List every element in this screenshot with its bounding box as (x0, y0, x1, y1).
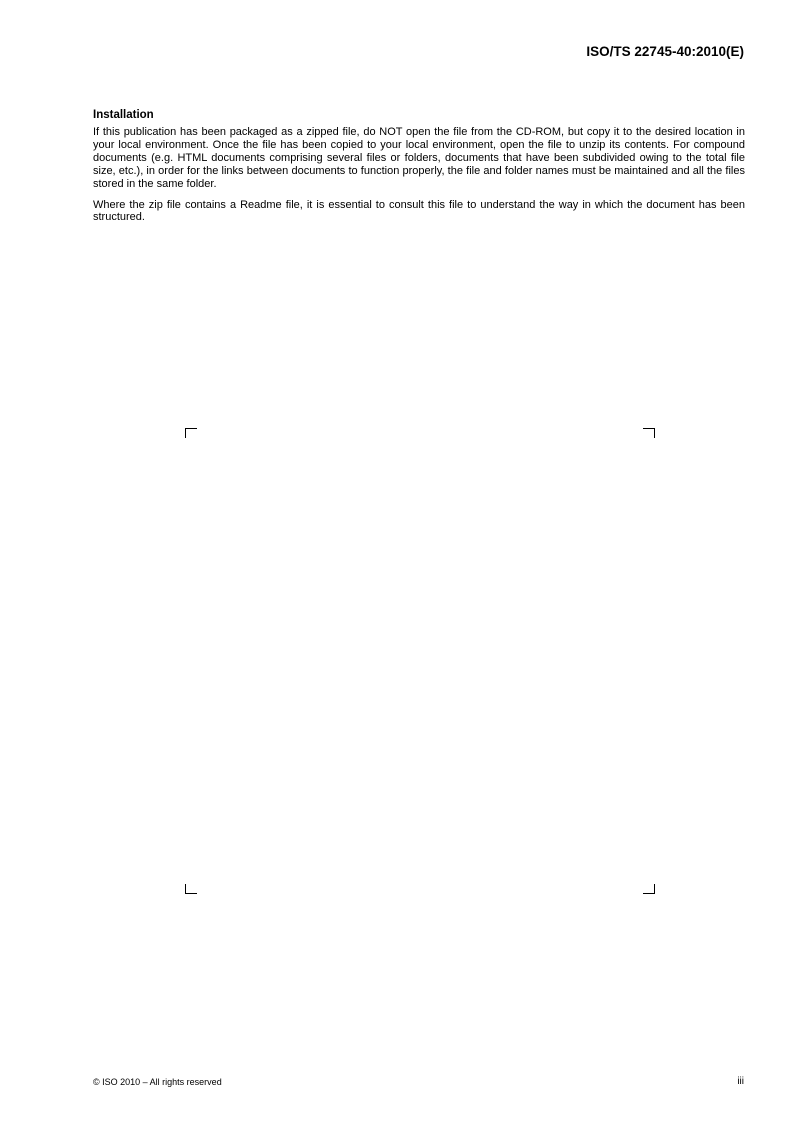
paragraph-installation-instructions: If this publication has been packaged as a zipped file, do NOT open the file from the CD-ROM, but copy it to the desired location in your local environment. Once the file has been copied to your local environment, open the file to unzip its contents. For compound documents (e.g. HTML documents comprising several files or folders, documents that have been subdivided owing to the total file size, etc.), in order for the links between documents to function properly, the file and folder names must be maintained and all the files stored in the same folder. (93, 126, 745, 190)
page-number: iii (737, 1076, 744, 1087)
document-identifier: ISO/TS 22745-40:2010(E) (586, 44, 744, 59)
crop-mark-top-right (643, 428, 655, 438)
crop-mark-bottom-left (185, 884, 197, 894)
crop-mark-top-left (185, 428, 197, 438)
copyright-notice: © ISO 2010 – All rights reserved (93, 1077, 222, 1087)
crop-mark-bottom-right (643, 884, 655, 894)
section-heading: Installation (93, 109, 154, 121)
paragraph-readme-note: Where the zip file contains a Readme file, it is essential to consult this file to understand the way in which the document has been structured. (93, 198, 745, 224)
main-content (93, 108, 745, 232)
